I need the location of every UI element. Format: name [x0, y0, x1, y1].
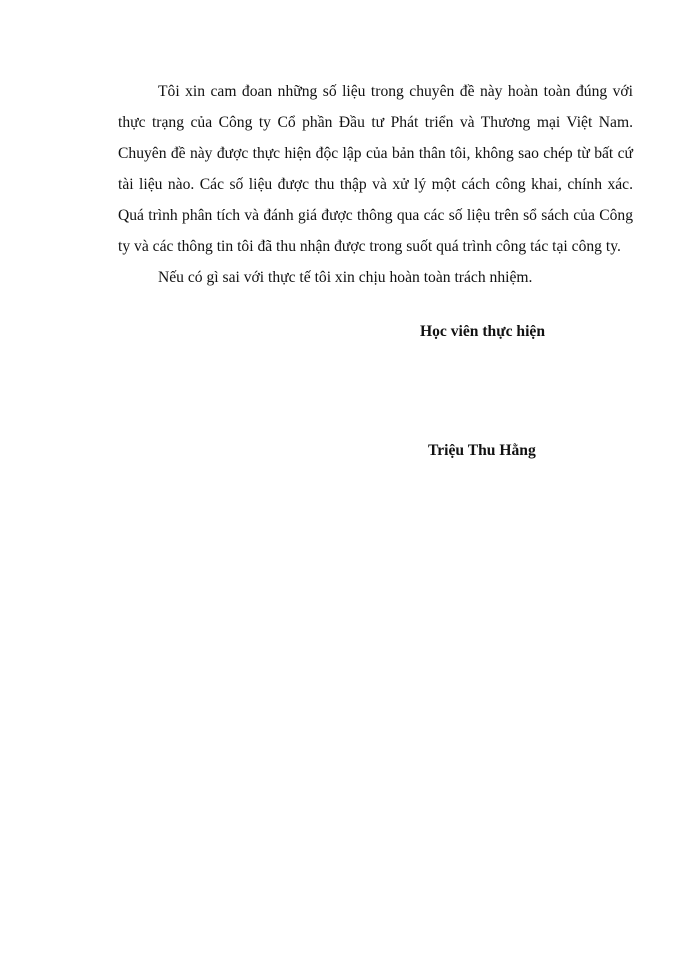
responsibility-paragraph: Nếu có gì sai với thực tế tôi xin chịu hoàn toàn trách nhiệm. — [158, 269, 533, 286]
signer-name: Triệu Thu Hằng — [428, 442, 536, 459]
declaration-paragraph: Tôi xin cam đoan những số liệu trong chuyên đề này hoàn toàn đúng với thực trạng của Công ty Cổ phần Đầu tư Phát triển và Thương mại Việt Nam. Chuyên đề này được thực hiện độc lập của bản thân tôi, không sao chép từ bất cứ tài liệu nào. Các số liệu được thu thập và xử lý một cách công khai, chính xác. Quá trình phân tích và đánh giá được thông qua các số liệu trên sổ sách của Công ty và các thông tin tôi đã thu nhận được trong suốt quá trình công tác tại công ty. — [118, 83, 633, 255]
signer-role-label: Học viên thực hiện — [420, 323, 546, 340]
declaration-body — [118, 76, 633, 293]
